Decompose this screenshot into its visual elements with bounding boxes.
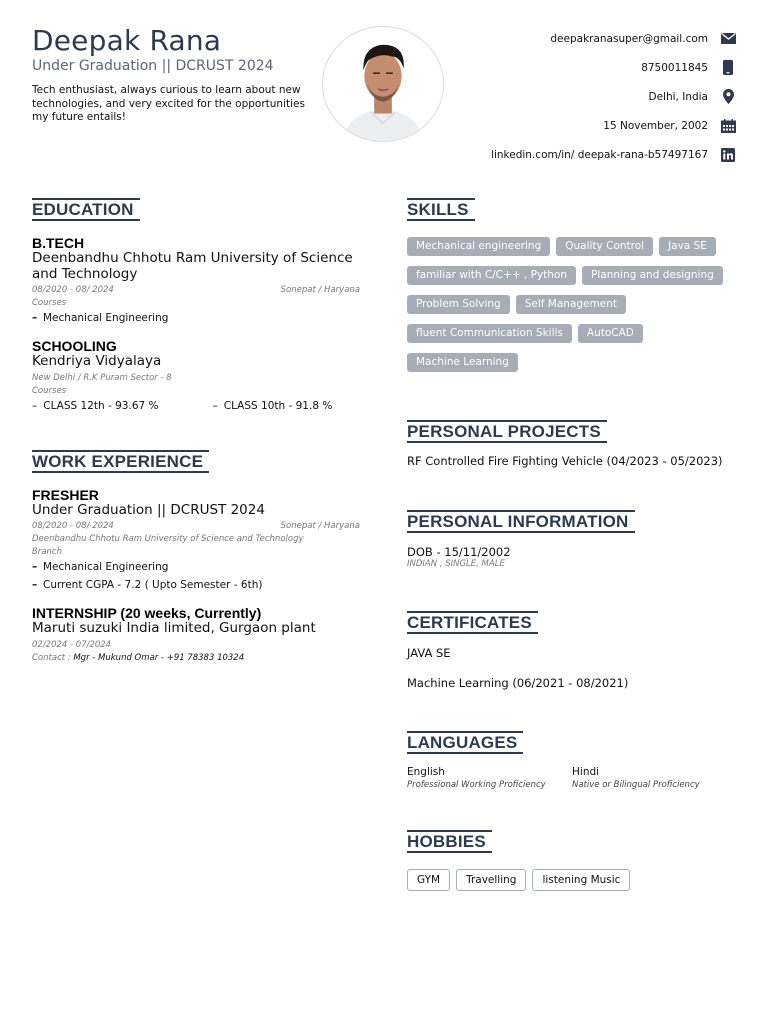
hobbies-heading: HOBBIES	[407, 830, 492, 853]
bullet-dash: –	[212, 399, 218, 412]
projects-heading: PERSONAL PROJECTS	[407, 420, 607, 443]
candidate-summary: Tech enthusiast, always curious to learn about new technologies, and very excited for the opportunities my future entails!	[32, 84, 305, 123]
work-contact-label: Contact :	[32, 652, 71, 663]
skill-tag: fluent Communication Skills	[407, 324, 572, 343]
contact-email[interactable]	[436, 24, 736, 53]
work-bullet	[32, 579, 360, 591]
work-section	[32, 450, 360, 663]
education-heading: EDUCATION	[32, 198, 140, 221]
skill-tag: Planning and designing	[582, 266, 723, 285]
phone-icon	[720, 60, 736, 76]
education-entry-btech	[32, 235, 360, 324]
education-dates: 08/2020 - 08/ 2024	[32, 285, 114, 295]
languages-list	[407, 766, 737, 790]
education-courses-label: Courses	[32, 298, 67, 308]
education-course-item	[32, 312, 360, 324]
contact-linkedin[interactable]	[436, 140, 736, 169]
work-bullet-text: Mechanical Engineering	[43, 561, 169, 573]
work-contact-value: Mgr - Mukund Omar - +91 78383 10324	[73, 652, 245, 663]
bullet-dash: –	[32, 561, 38, 573]
contact-email-text[interactable]: deepakranasuper@gmail.com	[550, 32, 708, 45]
work-meta	[32, 521, 360, 531]
personal-info-heading: PERSONAL INFORMATION	[407, 510, 635, 533]
work-bullet-text: Current CGPA - 7.2 ( Upto Semester - 6th)	[43, 579, 263, 591]
skill-tag: Quality Control	[556, 237, 653, 256]
personal-details: INDIAN , SINGLE, MALE	[407, 559, 505, 569]
work-role: FRESHER	[32, 486, 99, 503]
hobby-tag: GYM	[407, 869, 450, 891]
work-entry-fresher	[32, 487, 360, 592]
contact-birthdate-text: 15 November, 2002	[603, 119, 708, 132]
left-column	[32, 198, 360, 663]
work-org: Under Graduation || DCRUST 2024	[32, 501, 265, 518]
education-course-item	[213, 400, 333, 412]
personal-info-section	[407, 510, 737, 569]
language-level: Native or Bilingual Proficiency	[572, 780, 700, 790]
skill-tag: Java SE	[659, 237, 716, 256]
education-course-text: CLASS 10th - 91.8 %	[223, 399, 333, 412]
education-location: Sonepat / Haryana	[280, 285, 360, 295]
certificates-section	[407, 611, 737, 690]
education-entry-schooling	[32, 338, 360, 412]
skill-tag: Problem Solving	[407, 295, 510, 314]
skills-section	[407, 198, 737, 372]
work-dates: 02/2024 - 07/2024	[32, 639, 112, 650]
language-level: Professional Working Proficiency	[407, 780, 546, 790]
contact-birthdate	[436, 111, 736, 140]
work-branch-label: Branch	[32, 547, 62, 557]
language-name: English	[407, 766, 445, 778]
education-degree: SCHOOLING	[32, 338, 117, 354]
language-item	[407, 766, 572, 790]
education-meta	[32, 285, 360, 295]
calendar-icon	[720, 118, 736, 134]
skill-tag: AutoCAD	[578, 324, 643, 343]
hobbies-section	[407, 830, 737, 891]
education-course-text: CLASS 12th - 93.67 %	[43, 399, 159, 412]
location-pin-icon	[720, 89, 736, 105]
linkedin-icon	[720, 147, 736, 163]
bullet-dash: –	[32, 399, 38, 412]
skill-tag: Machine Learning	[407, 353, 518, 372]
language-item	[572, 766, 737, 790]
languages-heading: LANGUAGES	[407, 731, 523, 754]
contact-location-text: Delhi, India	[648, 90, 708, 103]
candidate-name: Deepak Rana	[32, 24, 222, 57]
candidate-subtitle: Under Graduation || DCRUST 2024	[32, 58, 274, 74]
personal-dob: DOB - 15/11/2002	[407, 545, 511, 559]
language-name: Hindi	[572, 766, 600, 778]
bullet-dash: –	[32, 579, 38, 591]
profile-photo-illustration	[323, 27, 443, 141]
skill-tag: Self Management	[516, 295, 626, 314]
certificate-item: Machine Learning (06/2021 - 08/2021)	[407, 676, 629, 690]
work-entry-internship	[32, 605, 360, 663]
profile-photo	[322, 26, 444, 142]
hobbies-list	[407, 869, 737, 891]
education-courses-label: Courses	[32, 385, 67, 396]
work-location: Sonepat / Haryana	[280, 521, 360, 531]
work-role: INTERNSHIP (20 weeks, Currently)	[32, 605, 262, 621]
work-bullet	[32, 561, 360, 573]
education-course-text: Mechanical Engineering	[43, 312, 169, 324]
skill-tag: familiar with C/C++ , Python	[407, 266, 576, 285]
languages-section	[407, 731, 737, 790]
work-org: Maruti suzuki India limited, Gurgaon plant	[32, 620, 316, 636]
education-location: New Delhi / R.K Puram Sector - 8	[32, 372, 172, 383]
envelope-icon	[720, 31, 736, 47]
education-institution: Kendriya Vidyalaya	[32, 353, 162, 369]
education-course-list	[32, 400, 360, 412]
skills-heading: SKILLS	[407, 198, 475, 221]
education-course-item	[32, 400, 159, 412]
work-heading: WORK EXPERIENCE	[32, 450, 209, 473]
certificate-item: JAVA SE	[407, 646, 451, 660]
education-institution: Deenbandhu Chhotu Ram University of Science and Technology	[32, 250, 353, 282]
contact-phone[interactable]	[436, 53, 736, 82]
hobby-tag: Travelling	[456, 869, 526, 891]
project-item: RF Controlled Fire Fighting Vehicle (04/2023 - 05/2023)	[407, 454, 723, 468]
education-degree: B.TECH	[32, 235, 85, 251]
projects-section	[407, 420, 737, 468]
skill-tag: Mechanical engineering	[407, 237, 550, 256]
contact-phone-text[interactable]: 8750011845	[641, 61, 708, 74]
contact-location	[436, 82, 736, 111]
work-detail: Deenbandhu Chhotu Ram University of Science and Technology	[32, 534, 304, 544]
contact-list	[436, 24, 736, 169]
hobby-tag: listening Music	[532, 869, 630, 891]
work-contact	[32, 653, 360, 663]
certificates-heading: CERTIFICATES	[407, 611, 538, 634]
bullet-dash: –	[32, 312, 38, 324]
skills-list	[407, 237, 737, 372]
education-section	[32, 198, 360, 412]
right-column	[407, 198, 737, 891]
work-dates: 08/2020 - 08/ 2024	[32, 521, 114, 531]
contact-linkedin-text[interactable]: linkedin.com/in/ deepak-rana-b57497167	[491, 148, 708, 161]
